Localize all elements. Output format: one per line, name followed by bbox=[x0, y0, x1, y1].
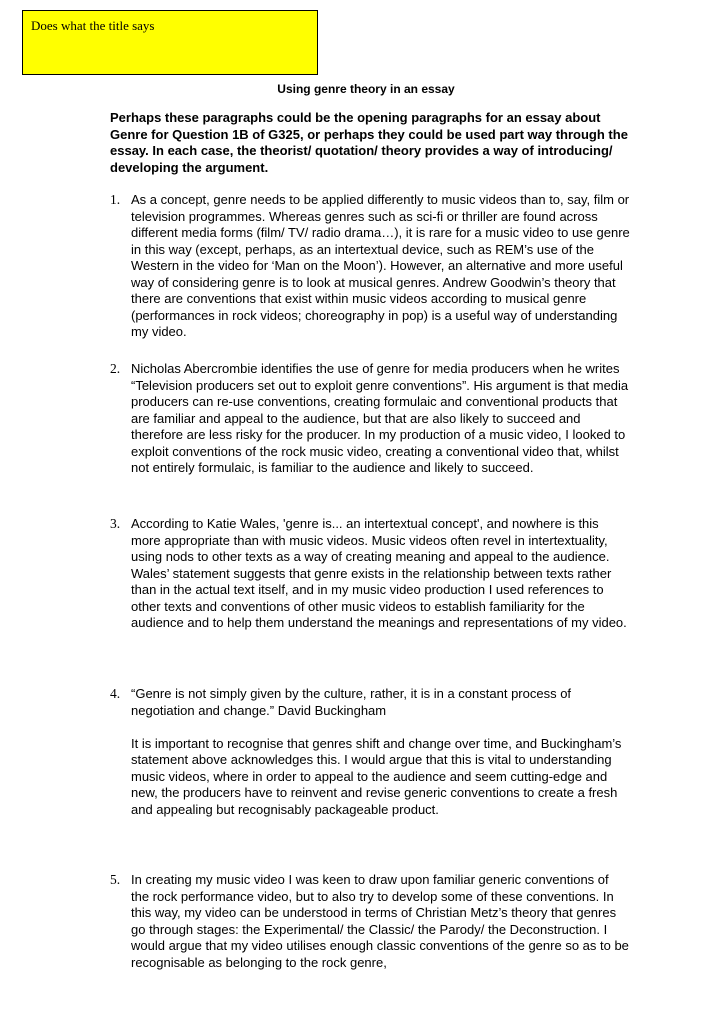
sticky-note bbox=[22, 10, 318, 75]
item-paragraph: Nicholas Abercrombie identifies the use of genre for media producers when he writes “Television producers set out to exploit genre conventions”. His argument is that media producers can re-use conventions, creating formulaic and conventional products that are familiar and appeal to the audience, but that are also likely to succeed and therefore are less risky for the producer. In my production of a music video, I looked to exploit conventions of the rock music video, creating a conventional video that, whilst not entirely formulaic, is familiar to the audience and likely to succeed. bbox=[131, 361, 629, 475]
item-quote: “Genre is not simply given by the culture, rather, it is in a constant process of negotiation and change.” David Buckingham bbox=[131, 686, 572, 718]
list-item-1 bbox=[110, 192, 630, 341]
list-item-4 bbox=[110, 686, 630, 818]
list-item-3 bbox=[110, 516, 630, 632]
list-number: 3. bbox=[110, 516, 121, 531]
item-paragraph: In creating my music video I was keen to draw upon familiar generic conventions of the rock performance video, but to also try to develop some of these conventions. In this way, my video can be understood in terms of Christian Metz’s theory that genres go through stages: the Experimental/ the Classic/ the Parody/ the Deconstruction. I would argue that my video utilises enough classic conventions of the genre so as to be recognisable as belonging to the rock genre, bbox=[131, 872, 629, 970]
item-paragraph: According to Katie Wales, 'genre is... an intertextual concept', and nowhere is this more appropriate than with music videos. Music videos often revel in intertextuality, using nods to other texts as a way of creating meaning and appeal to the audience. Wales’ statement suggests that genre exists in the relationship between texts rather than in the actual text itself, and in my music video production I used references to other texts and conventions of other music videos to establish familiarity for the audience and to help them understand the meanings and representations of my video. bbox=[131, 516, 627, 630]
sticky-note-text: Does what the title says bbox=[31, 18, 155, 33]
list-number: 1. bbox=[110, 192, 121, 207]
list-number: 4. bbox=[110, 686, 121, 701]
list-number: 2. bbox=[110, 361, 121, 376]
list-number: 5. bbox=[110, 872, 121, 887]
item-paragraph: It is important to recognise that genres shift and change over time, and Buckingham’s statement above acknowledges this. I would argue that this is vital to understanding music videos, where in order to appeal to the audience and seem cutting-edge and new, the producers have to reinvent and revise generic conventions to create a fresh and appealing but recognisably packageable product. bbox=[131, 735, 622, 817]
page-title: Using genre theory in an essay bbox=[277, 82, 455, 96]
list-item-2 bbox=[110, 361, 630, 477]
intro-paragraph: Perhaps these paragraphs could be the opening paragraphs for an essay about Genre for Question 1B of G325, or perhaps they could be used part way through the essay. In each case, the theorist/ quotation/ theory provides a way of introducing/ developing the argument. bbox=[110, 110, 628, 175]
list-item-5 bbox=[110, 872, 630, 971]
item-paragraph: As a concept, genre needs to be applied differently to music videos than to, say, film or television programmes. Whereas genres such as sci-fi or thriller are found across different media forms (film/ TV/ radio drama…), it is rare for a music video to use genre in this way (except, perhaps, as an intertextual device, such as REM’s use of the Western in the video for ‘Man on the Moon’). However, an alternative and more useful way of considering genre is to look at musical genres. Andrew Goodwin’s theory that there are conventions that exist within music videos according to musical genre (performances in rock videos; choreography in pop) is a useful way of understanding my video. bbox=[131, 192, 630, 339]
